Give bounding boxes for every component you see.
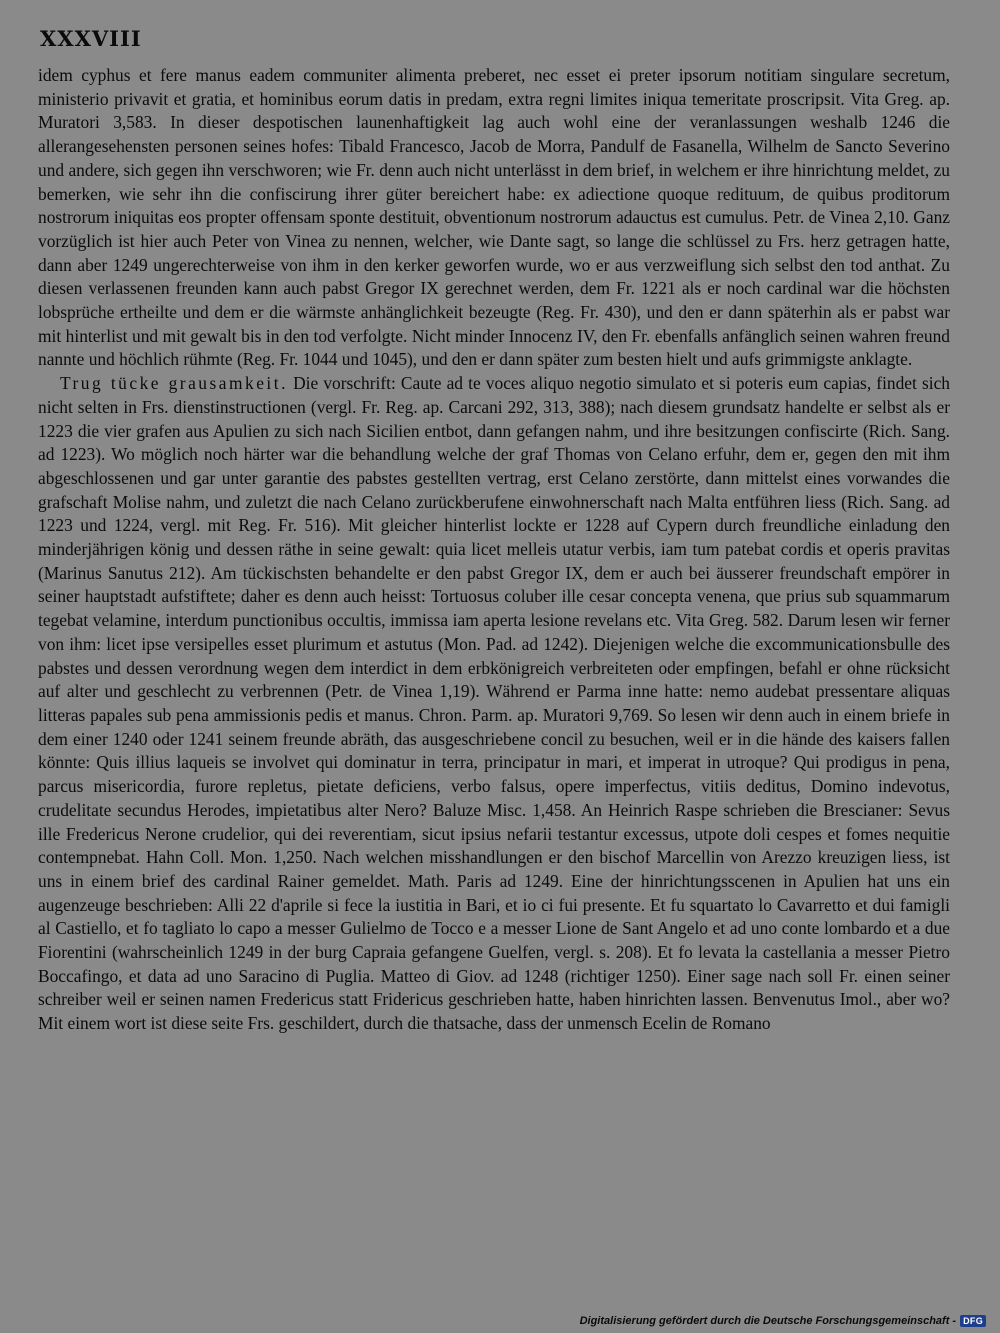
paragraph-text: Die vorschrift: Caute ad te voces aliquo negotio simulato et si poteris eum capias, findet sich nicht selten in Frs. dienstinstructionen (vergl. Fr. Reg. ap. Carcani 292, 313, 388); nach diesem grundsatz handelte er selbst als er 1223 die vier grafen aus Apulien zu sich nach Sicilien entbot, dann gefangen nahm, und ihre besitzungen confiscirte (Rich. Sang. ad 1223). Wo möglich noch härter war die behandlung welche der graf Thomas von Celano erfuhr, dem er, gegen den mit ihm abgeschlossenen und gar unter garantie des pabstes gestellten vertrag, erst Celano zerstörte, dann mittelst eines vorwandes die grafschaft Molise nahm, und zuletzt die nach Celano zurückberufene einwohnerschaft nach Malta entführen liess (Rich. Sang. ad 1223 und 1224, vergl. mit Reg. Fr. 516). Mit gleicher hinterlist lockte er 1228 auf Cypern durch freundliche einladung den minderjährigen könig und dessen räthe in seine gewalt: quia licet melleis utatur verbis, iam tum patebat cordis et operis pravitas (Marinus Sanutus 212). Am tückischsten behandelte er den pabst Gregor IX, dem er auch bei äusserer freundschaft empörer in seiner hauptstadt aufstiftete; daher es denn auch heisst: Tortuosus coluber ille cesar concepta venena, que prius sub squammarum tegebat velamine, interdum punctionibus occultis, immissa iam aperta lesione revelans etc. Vita Greg. 582. Darum lesen wir ferner von ihm: licet ipse versipelles esset plurimum et astutus (Mon. Pad. ad 1242). Diejenigen welche die excommunicationsbulle des pabstes und dessen verordnung wegen dem interdict in dem erbkönigreich verbreiteten oder empfingen, befahl er ohne rücksicht auf alter und geschlecht zu verbrennen (Petr. de Vinea 1,19). Während er Parma inne hatte: nemo audebat pressentare aliquas litteras papales sub pena ammissionis pedis et manus. Chron. Parm. ap. Muratori 9,769. So lesen wir denn auch in einem briefe in dem einer 1240 oder 1241 seinem freunde abräth, das ausgeschriebene concil zu besuchen, weil er in die hände des kaisers fallen könnte: Quis illius laqueis se involvet qui dominatur in terra, principatur in mari, et imperat in utroque? Qui prodigus in pena, parcus misericordia, furore repletus, pietate deficiens, verbo falsus, opere imperfectus, vitiis deditus, Domino indevotus, crudelitate secundus Herodes, impietatibus alter Nero? Baluze Misc. 1,458. An Heinrich Raspe schrieben die Brescianer: Sevus ille Fredericus Nerone crudelior, qui dei reverentiam, sicut ipsius nefarii testantur excessus, utpote doli cespes et fomes nequitie contempnebat. Hahn Coll. Mon. 1,250. Nach welchen misshandlungen er den bischof Marcellin von Arezzo kreuzigen liess, ist uns in einem brief des cardinal Rainer gemeldet. Math. Paris ad 1249. Eine der hinrichtungsscenen in Apulien hat uns ein augenzeuge beschrieben: Alli 22 d'aprile si fece la iustitia in Bari, et io ci fui presente. Et fu squartato lo Cavarretto et dui famigli al Castiello, et fo tagliato lo capo a messer Gulielmo de Tocco e a messer Lione de Sant Angelo et ad uno conte lombardo et a due Fiorentini (wahrscheinlich 1249 in der burg Capraia gefangene Guelfen, vergl. s. 208). Et fo levata la castellania a messer Pietro Boccafingo, et data ad uno Saracino di Puglia. Matteo di Giov. ad 1248 (richtiger 1250). Einer sage nach soll Fr. einen seiner schreiber weil er seinen namen Fredericus statt Fridericus geschrieben hatte, haben hinrichten lassen. Benvenutus Imol., aber wo? Mit einem wort ist diese seite Frs. geschildert, durch die thatsache, dass der unmensch Ecelin de Romano: [38, 373, 950, 1034]
dfg-logo-icon: DFG: [960, 1315, 986, 1327]
paragraph: idem cyphus et fere manus eadem communiter alimenta preberet, nec esset ei preter ipsorum notitiam singulare secretum, ministerio privavit et gratia, et hominibus eorum datis in predam, extra regni limites iniqua temeritate proscripsit. Vita Greg. ap. Muratori 3,583. In dieser despotischen launenhaftigkeit lag auch wohl eine der veranlassungen weshalb 1246 die allerangesehensten personen seines hofes: Tibald Francesco, Jacob de Morra, Pandulf de Fasanella, Wilhelm de Sancto Severino und andere, sich gegen ihn verschworen; wie Fr. denn auch nicht unterlässt in dem brief, in welchem er ihre hinrichtung meldet, zu bemerken, wie sehr ihn die confiscirung ihrer güter bereichert habe: ex adiectione quoque redituum, de quibus proditorum nostrorum iniquitas eos propter offensam sponte destituit, obventionum nostrorum adauctus est cumulus. Petr. de Vinea 2,10. Ganz vorzüglich ist hier auch Peter von Vinea zu nennen, welcher, wie Dante sagt, so lange die schlüssel zu Frs. herz getragen hatte, dann aber 1249 ungerechterweise von ihm in den kerker geworfen wurde, wo er aus verzweiflung sich selbst den tod anthat. Zu diesen verlassenen freunden kann auch pabst Gregor IX gerechnet werden, dem Fr. 1221 als er noch cardinal war die höchsten lobsprüche ertheilte und dem er die wärmste anhänglichkeit bezeugte (Reg. Fr. 430), und den er dann späterhin als er pabst war mit hinterlist und mit gewalt bis in den tod verfolgte. Nicht minder Innocenz IV, den Fr. ebenfalls anfänglich seinen wahren freund nannte und höchlich rühmte (Reg. Fr. 1044 und 1045), und den er dann später zum besten hielt und aufs grimmigste anklagte.: [38, 65, 950, 370]
page-number: XXXVIII: [40, 26, 142, 51]
digitization-credit: Digitalisierung gefördert durch die Deutsche Forschungsgemeinschaft -: [579, 1315, 957, 1327]
spaced-heading: Trug tücke grausamkeit.: [60, 373, 288, 394]
paragraph: [38, 372, 950, 1036]
text-block: [38, 64, 950, 1036]
footer-credit: [580, 1315, 986, 1327]
